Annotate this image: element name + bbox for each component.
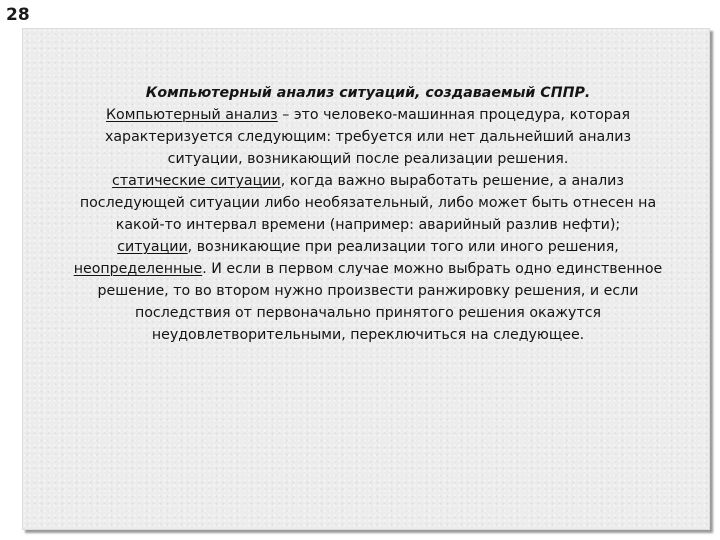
line-text: решение, то во втором нужно произвести ранжировку решения, и если [97, 283, 639, 299]
line-text: неудовлетворительными, переключиться на следующее. [151, 327, 585, 343]
text-line [32, 280, 704, 302]
line-text: . И если в первом случае можно выбрать одно единственное [202, 261, 663, 277]
underlined-term: статические ситуации [112, 173, 281, 189]
line-text: , возникающие при реализации того или иного решения, [187, 239, 619, 255]
text-line [32, 302, 704, 324]
page-number: 28 [6, 5, 30, 25]
text-line [32, 258, 704, 280]
line-text: последствия от первоначально принятого решения окажутся [134, 305, 602, 321]
underlined-term: неопределенные [73, 261, 203, 277]
text-line [32, 170, 704, 192]
line-text: – это человеко-машинная процедура, которая [277, 107, 630, 123]
slide-text [32, 82, 704, 346]
line-text: характеризуется следующим: требуется или нет дальнейший анализ [104, 129, 632, 145]
text-line [32, 236, 704, 258]
line-text: какой-то интервал времени (например: аварийный разлив нефти); [115, 217, 621, 233]
underlined-term: ситуации [117, 239, 188, 255]
text-line [32, 324, 704, 346]
text-line [32, 104, 704, 126]
line-text: ситуации, возникающий после реализации решения. [167, 151, 569, 167]
text-line [32, 126, 704, 148]
text-line [32, 192, 704, 214]
underlined-term: Компьютерный анализ [105, 107, 278, 123]
text-line [32, 214, 704, 236]
slide-title: Компьютерный анализ ситуаций, создаваемый СППР. [145, 85, 591, 101]
text-line [32, 148, 704, 170]
line-text: последующей ситуации либо необязательный, либо может быть отнесен на [79, 195, 657, 211]
line-text: , когда важно выработать решение, а анализ [280, 173, 624, 189]
